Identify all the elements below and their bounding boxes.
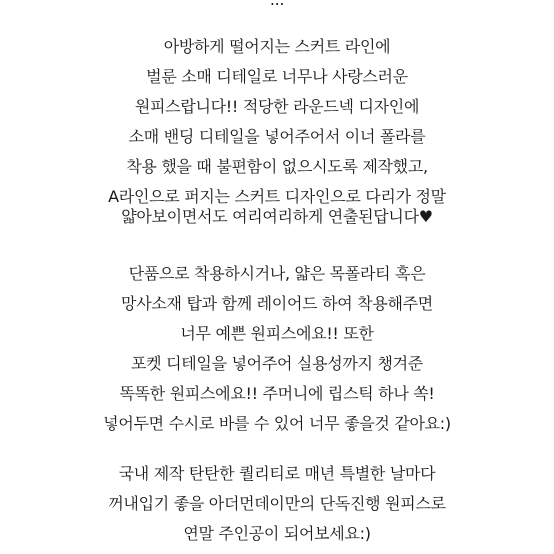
text-line: 넣어두면 수시로 바를 수 있어 너무 좋을것 같아요:) bbox=[103, 414, 451, 433]
text-line: 원피스랍니다!! 적당한 라운드넥 디자인에 bbox=[134, 97, 420, 116]
text-line: 소매 밴딩 디테일을 넣어주어서 이너 폴라를 bbox=[128, 127, 426, 146]
text-line: 얇아보이면서도 여리여리하게 연출된답니다♥ bbox=[121, 207, 433, 226]
text-line: 아방하게 떨어지는 스커트 라인에 bbox=[163, 37, 391, 56]
text-line: 꺼내입기 좋을 아더먼데이만의 단독진행 원피스로 bbox=[108, 494, 446, 513]
text-line: 연말 주인공이 되어보세요:) bbox=[183, 524, 371, 543]
text-line: 너무 예쁜 원피스에요!! 또한 bbox=[180, 324, 374, 343]
text-line: 망사소재 탑과 함께 레이어드 하여 착용해주면 bbox=[121, 294, 433, 313]
text-line: 착용 했을 때 불편함이 없으시도록 제작했고, bbox=[126, 157, 428, 176]
partial-top-line bbox=[0, 0, 554, 10]
text-line: A라인으로 퍼지는 스커트 디자인으로 다리가 정말 bbox=[108, 187, 446, 206]
text-line: 똑똑한 원피스에요!! 주머니에 립스틱 하나 쏙! bbox=[119, 384, 435, 403]
text-line: 포켓 디테일을 넣어주어 실용성까지 챙겨준 bbox=[131, 354, 423, 373]
text-line: 단품으로 착용하시거나, 얇은 목폴라티 혹은 bbox=[128, 264, 426, 283]
text-line: 국내 제작 탄탄한 퀄리티로 매년 특별한 날마다 bbox=[118, 464, 436, 483]
text-line: 벌룬 소매 디테일로 너무나 사랑스러운 bbox=[146, 67, 408, 86]
